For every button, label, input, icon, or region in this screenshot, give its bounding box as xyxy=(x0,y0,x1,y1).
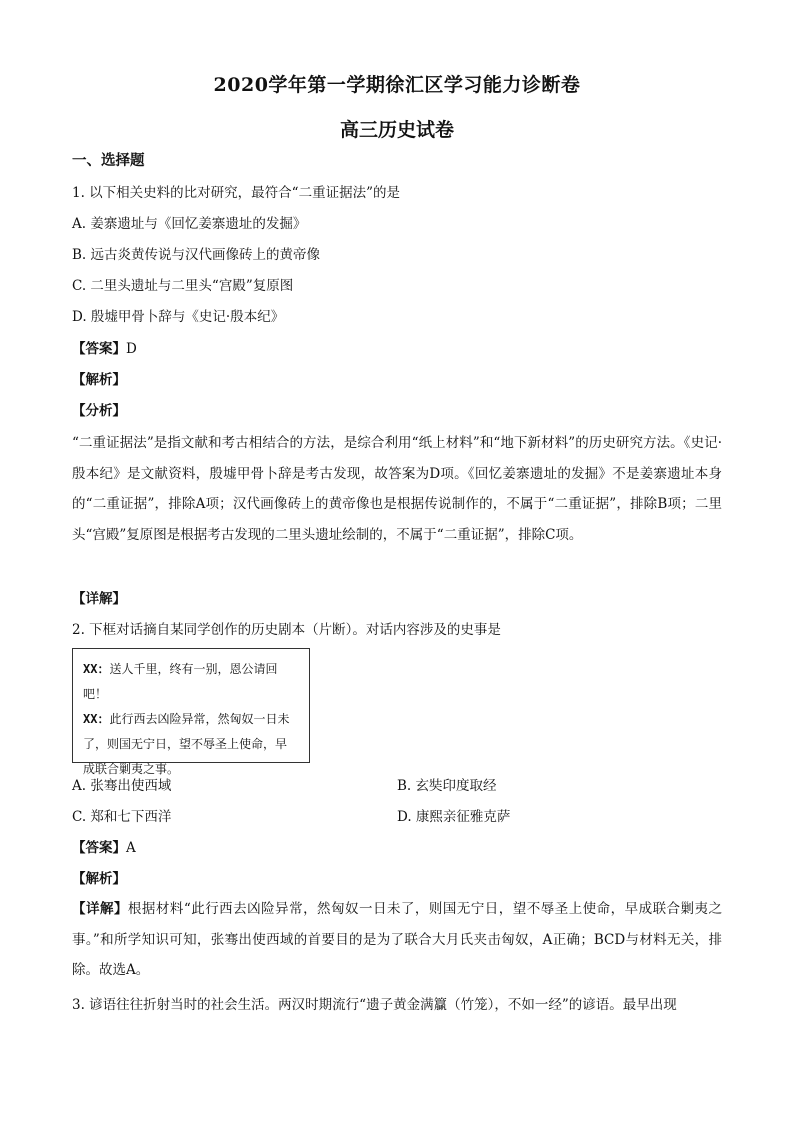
q2-detail-text: 根据材料“此行西去凶险异常，然匈奴一日未了，则国无宁日，望不辱圣上使命，早成联合剿夷之事。”和所学知识可知，张骞出使西域的首要目的是为了联合大月氏夹击匈奴，A正确；BCD与材料无关，排除。故选A。 xyxy=(72,901,722,978)
dialogue-text: 送人千里，终有一别，恩公请回吧！ xyxy=(83,662,278,701)
q3-stem: 3. 谚语往往折射当时的社会生活。两汉时期流行“遗子黄金满籯（竹笼），不如一经”的谚语。最早出现 xyxy=(72,997,677,1013)
q1-option-b: B. 远古炎黄传说与汉代画像砖上的黄帝像 xyxy=(72,247,321,263)
speaker: XX： xyxy=(83,662,110,676)
q1-fenxi-label: 【分析】 xyxy=(72,403,126,419)
q1-xiangjie-label: 【详解】 xyxy=(72,591,126,607)
answer-label: 【答案】 xyxy=(72,341,126,357)
q2-option-c: C. 郑和七下西洋 xyxy=(72,809,172,825)
dialogue-text: 了，则国无宁日，望不辱圣上使命，早 xyxy=(83,737,288,751)
exam-subtitle: 高三历史试卷 xyxy=(339,119,454,141)
q1-analysis: “二重证据法”是指文献和考古相结合的方法，是综合利用“纸上材料”和“地下新材料”的历史研究方法。《史记·殷本纪》是文献资料，殷墟甲骨卜辞是考古发现，故答案为D项。《回忆姜寨遗址的发掘》不是姜寨遗址本身的“二重证据”，排除A项；汉代画像砖上的黄帝像也是根据传说制作的，不属于“二重证据”，排除B项；二里头“宫殿”复原图是根据考古发现的二里头遗址绘制的，不属于“二重证据”，排除C项。 xyxy=(72,435,722,543)
speaker: XX： xyxy=(83,712,110,726)
q2-detail xyxy=(72,894,722,986)
answer-value: A xyxy=(126,840,136,856)
q1-option-d: D. 殷墟甲骨卜辞与《史记·殷本纪》 xyxy=(72,309,285,325)
q1-option-c: C. 二里头遗址与二里头“宫殿”复原图 xyxy=(72,278,294,294)
q2-option-d: D. 康熙亲征雅克萨 xyxy=(397,809,511,825)
q1-stem: 1. 以下相关史料的比对研究，最符合“二重证据法”的是 xyxy=(72,185,400,201)
q2-jiexi-label: 【解析】 xyxy=(72,871,126,887)
dialogue-line xyxy=(83,707,299,732)
exam-title: 2020学年第一学期徐汇区学习能力诊断卷 xyxy=(213,74,581,96)
q2-option-a: A. 张骞出使西域 xyxy=(72,778,172,794)
q2-stem: 2. 下框对话摘自某同学创作的历史剧本（片断）。对话内容涉及的史事是 xyxy=(72,622,501,638)
dialogue-text: 成联合剿夷之事。 xyxy=(83,762,180,776)
q1-option-a: A. 姜寨遗址与《回忆姜寨遗址的发掘》 xyxy=(72,216,307,232)
dialogue-text: 此行西去凶险异常，然匈奴一日未 xyxy=(109,712,290,726)
answer-label: 【答案】 xyxy=(72,840,126,856)
dialogue-line xyxy=(83,732,299,757)
dialogue-line xyxy=(83,657,299,707)
q1-jiexi-label: 【解析】 xyxy=(72,372,126,388)
xiangjie-label: 【详解】 xyxy=(72,901,128,917)
answer-value: D xyxy=(126,341,137,357)
q1-answer xyxy=(72,339,137,359)
section-heading: 一、选择题 xyxy=(72,152,145,169)
q2-option-b: B. 玄奘印度取经 xyxy=(397,778,497,794)
dialogue-box xyxy=(72,648,310,776)
q2-answer xyxy=(72,838,136,858)
